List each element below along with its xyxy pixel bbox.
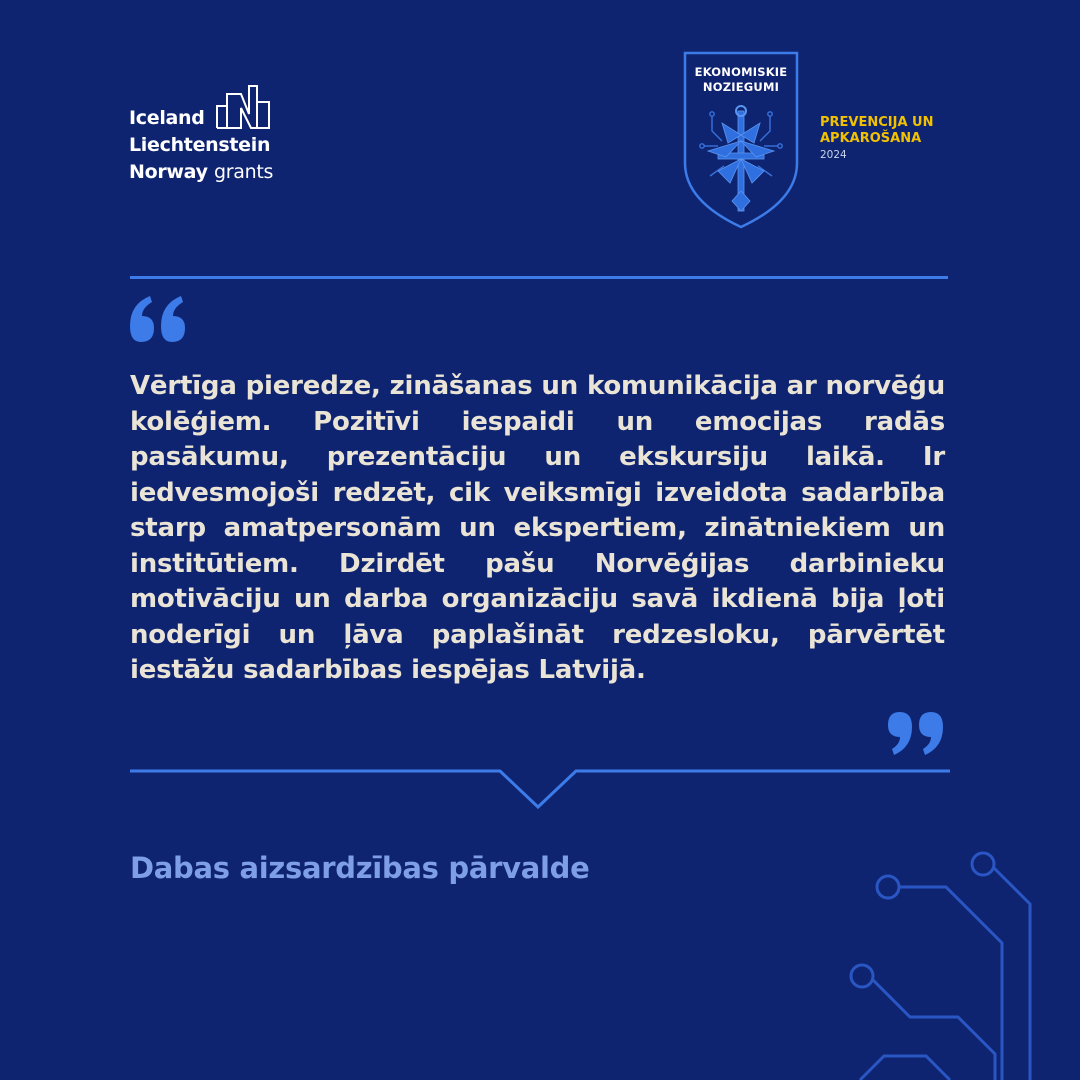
nl-grants-mark-icon (215, 84, 271, 130)
bottom-divider-pointer (130, 765, 950, 815)
top-divider (130, 276, 948, 279)
badge-line-2: NOZIEGUMI (702, 80, 780, 94)
campaign-label (820, 115, 933, 163)
quote-open-icon (128, 294, 188, 344)
badge-line-1: EKONOMISKIE (694, 65, 788, 79)
circuit-decoration-icon (830, 840, 1080, 1080)
quote-close-icon (886, 711, 946, 757)
quote-author: Dabas aizsardzības pārvalde (130, 851, 590, 885)
grants-logo-norway-grants (129, 160, 273, 184)
testimonial-quote: Vērtīga pieredze, zināšanas un komunikācija ar norvēģu kolēģiem. Pozitīvi iespaidi un emocijas radās pasākumu, prezentāciju un ekskursiju laikā. Ir iedvesmojoši redzēt, cik veiksmīgi izveidota sadarbība starp amatpersonām un ekspertiem, zinātniekiem un institūtiem. Dzirdēt pašu Norvēģijas darbinieku motivāciju un darba organizāciju savā ikdienā bija ļoti noderīgi un ļāva paplašināt redzesloku, pārvērtēt iestāžu sadarbības iespējas Latvijā. (130, 371, 945, 685)
campaign-line-1: PREVENCIJA UN (820, 115, 934, 130)
grants-logo-iceland: Iceland (129, 107, 205, 129)
grants-logo-grants: grants (214, 161, 274, 183)
economic-crimes-badge (682, 51, 800, 229)
grants-logo-liechtenstein: Liechtenstein (129, 134, 271, 156)
campaign-line-2: APKAROŠANA (820, 131, 922, 146)
grants-logo-norway: Norway (129, 161, 208, 183)
campaign-year: 2024 (820, 149, 847, 161)
grants-logo (129, 84, 279, 184)
